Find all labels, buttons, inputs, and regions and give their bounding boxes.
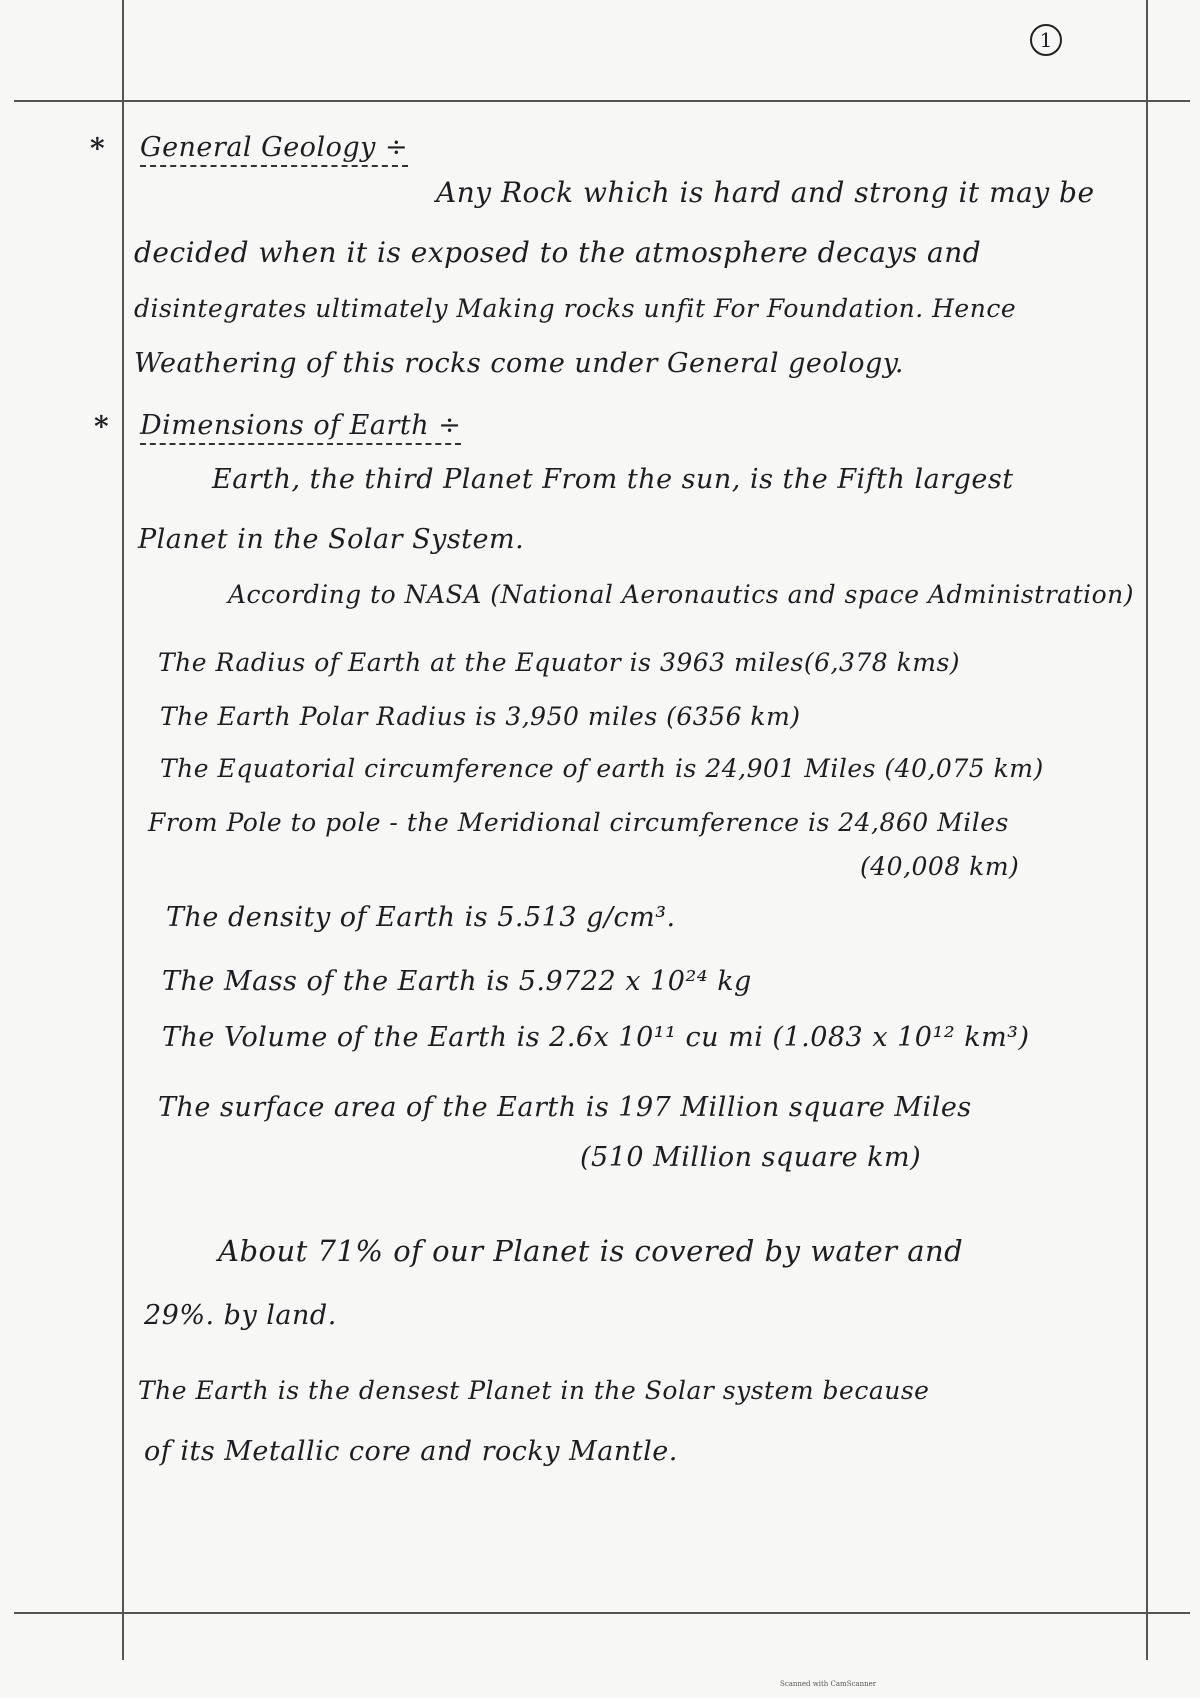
heading-dimensions: Dimensions of Earth ÷ <box>140 410 461 441</box>
bullet-dimensions: * <box>94 410 109 443</box>
heading-general-geology: General Geology ÷ <box>140 132 408 163</box>
right-margin-line <box>1146 0 1148 1660</box>
intro-line-2: Planet in the Solar System. <box>138 524 525 555</box>
scanner-watermark: Scanned with CamScanner <box>780 1680 877 1688</box>
fact-meridional-km: (40,008 km) <box>860 852 1020 881</box>
closing-line-2: 29%. by land. <box>144 1300 337 1331</box>
page-number: 1 <box>1030 24 1062 56</box>
closing-line-1: About 71% of our Planet is covered by water and <box>218 1234 964 1268</box>
bullet-general-geology: * <box>90 132 105 165</box>
geology-line-3: disintegrates ultimately Making rocks unfit For Foundation. Hence <box>134 294 1017 323</box>
intro-line-1: Earth, the third Planet From the sun, is the Fifth largest <box>212 464 1014 495</box>
top-margin-line <box>14 100 1190 102</box>
fact-surface-area: The surface area of the Earth is 197 Million square Miles <box>158 1092 972 1123</box>
fact-equatorial-circumference: The Equatorial circumference of earth is 24,901 Miles (40,075 km) <box>160 754 1044 783</box>
fact-mass: The Mass of the Earth is 5.9722 x 10²⁴ kg <box>162 966 752 997</box>
fact-radius-equator: The Radius of Earth at the Equator is 3963 miles(6,378 kms) <box>158 648 961 677</box>
fact-density: The density of Earth is 5.513 g/cm³. <box>166 902 676 933</box>
bottom-margin-line <box>14 1612 1190 1614</box>
intro-line-3: According to NASA (National Aeronautics and space Administration) <box>228 580 1135 609</box>
fact-volume: The Volume of the Earth is 2.6x 10¹¹ cu mi (1.083 x 10¹² km³) <box>162 1022 1030 1053</box>
fact-polar-radius: The Earth Polar Radius is 3,950 miles (6356 km) <box>160 702 801 731</box>
closing-line-3: The Earth is the densest Planet in the Solar system because <box>138 1376 930 1405</box>
left-margin-line <box>122 0 124 1660</box>
geology-line-2: decided when it is exposed to the atmosphere decays and <box>134 236 982 269</box>
fact-surface-area-km: (510 Million square km) <box>580 1142 922 1173</box>
fact-meridional-circumference: From Pole to pole - the Meridional circumference is 24,860 Miles <box>148 808 1009 837</box>
geology-line-1: Any Rock which is hard and strong it may be <box>436 176 1095 209</box>
geology-line-4: Weathering of this rocks come under General geology. <box>134 348 905 379</box>
closing-line-4: of its Metallic core and rocky Mantle. <box>144 1436 678 1467</box>
